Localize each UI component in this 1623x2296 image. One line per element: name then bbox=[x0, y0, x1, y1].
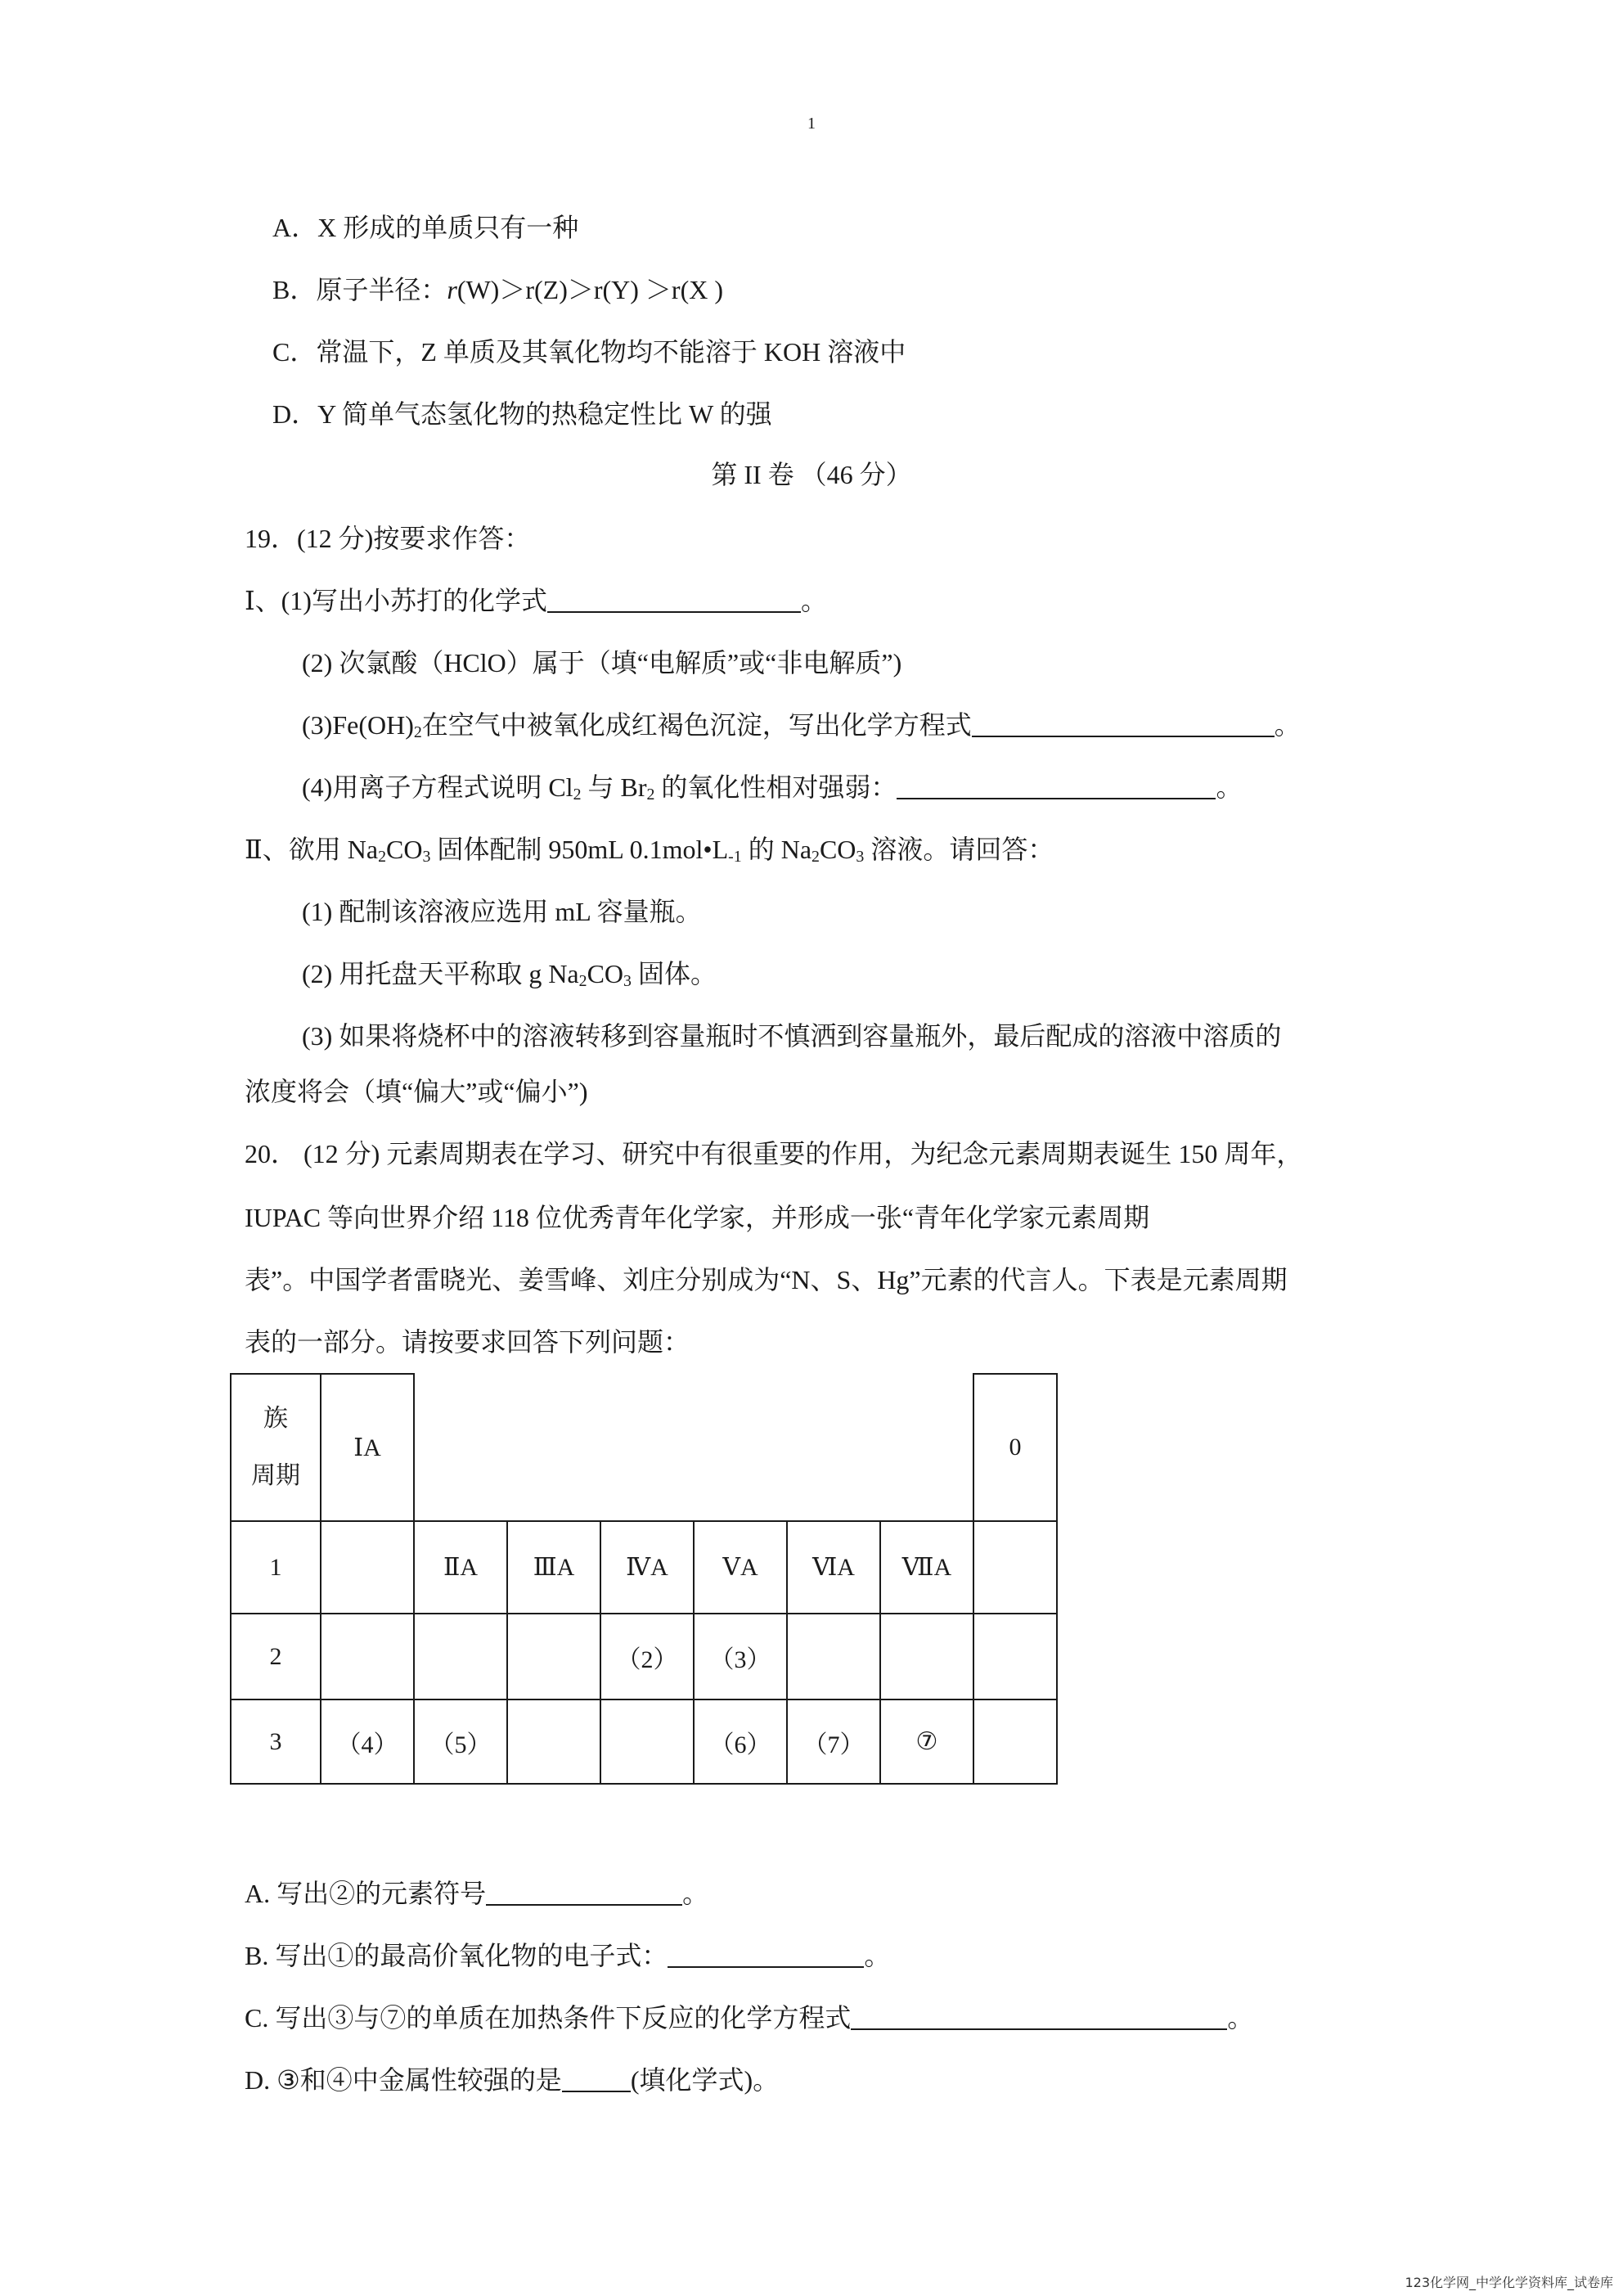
subscript: 3 bbox=[856, 847, 865, 866]
group-header: ⅣA bbox=[600, 1521, 694, 1614]
table-cell bbox=[600, 1699, 694, 1784]
group-header-0: 0 bbox=[973, 1374, 1057, 1521]
subscript: 2 bbox=[413, 723, 422, 741]
q19-p1-1-text: Ⅰ、(1)写出小苏打的化学式 bbox=[245, 586, 547, 615]
table-cell bbox=[880, 1614, 973, 1699]
table-cell: （4） bbox=[321, 1699, 414, 1784]
table-cell bbox=[507, 1699, 600, 1784]
table-cell bbox=[321, 1521, 414, 1614]
subscript: 2 bbox=[812, 847, 820, 866]
q20-d-end: (填化学式)。 bbox=[630, 2065, 780, 2095]
q19-part2 bbox=[245, 831, 1054, 875]
q19-p1-1-end: 。 bbox=[800, 586, 827, 615]
table-cell bbox=[973, 1614, 1057, 1699]
q19-p1-3-end: 。 bbox=[1274, 710, 1301, 740]
q19-p2-1: (1) 配制该溶液应选用 mL 容量瓶。 bbox=[302, 897, 702, 926]
group-header-1a: ⅠA bbox=[321, 1374, 414, 1521]
q20-a-end: 。 bbox=[682, 1879, 709, 1908]
group-header: ⅤA bbox=[694, 1521, 787, 1614]
group-header: ⅦA bbox=[880, 1521, 973, 1614]
table-cell bbox=[973, 1521, 1057, 1614]
table-cell bbox=[414, 1614, 507, 1699]
q19-p2-text: 固体配制 950mL 0.1mol•L bbox=[430, 835, 729, 864]
answer-blank[interactable] bbox=[562, 2066, 631, 2092]
q19-p1-4-end: 。 bbox=[1216, 772, 1243, 802]
option-d: D．Y 简单气态氢化物的热稳定性比 W 的强 bbox=[272, 399, 772, 429]
q19-p1-1 bbox=[245, 583, 827, 619]
answer-blank[interactable] bbox=[897, 773, 1216, 799]
period-label: 2 bbox=[231, 1614, 321, 1699]
subscript: 2 bbox=[578, 971, 587, 990]
subscript: 3 bbox=[422, 847, 431, 866]
q20-d bbox=[245, 2062, 779, 2098]
group-header: ⅡA bbox=[414, 1521, 507, 1614]
option-a: A．X 形成的单质只有一种 bbox=[272, 213, 579, 242]
q19-p1-3-text: (3)Fe(OH) bbox=[302, 710, 414, 740]
q19-p2-text: CO bbox=[386, 835, 423, 864]
table-cell bbox=[787, 1614, 880, 1699]
q19-p2-2 bbox=[302, 956, 717, 999]
subscript: -1 bbox=[728, 847, 742, 866]
q20-c-end: 。 bbox=[1227, 2003, 1254, 2033]
footer-watermark: 123化学网_中学化学资料库_试卷库 bbox=[1405, 2275, 1613, 2290]
q19-p1-2: (2) 次氯酸（HClO）属于（填“电解质”或“非电解质”) bbox=[302, 648, 902, 678]
group-header: ⅥA bbox=[787, 1521, 880, 1614]
table-cell: ⑦ bbox=[880, 1699, 973, 1784]
corner-period-label: 周期 bbox=[251, 1462, 300, 1489]
answer-blank[interactable] bbox=[972, 711, 1275, 737]
table-cell: （3） bbox=[694, 1614, 787, 1699]
q19-p1-3 bbox=[302, 707, 1301, 750]
q19-p1-3-text2: 在空气中被氧化成红褐色沉淀，写出化学方程式 bbox=[421, 710, 972, 740]
table-gap bbox=[414, 1374, 973, 1521]
subscript: 2 bbox=[378, 847, 386, 866]
q20-line1: 20． (12 分) 元素周期表在学习、研究中有很重要的作用，为纪念元素周期表诞生 150 周年， bbox=[245, 1139, 1303, 1168]
table-cell: （5） bbox=[414, 1699, 507, 1784]
q19-p2-3: (3) 如果将烧杯中的溶液转移到容量瓶时不慎洒到容量瓶外，最后配成的溶液中溶质的 bbox=[302, 1021, 1282, 1051]
periodic-table bbox=[230, 1373, 1058, 1785]
q20-c-text: C. 写出③与⑦的单质在加热条件下反应的化学方程式 bbox=[245, 2003, 852, 2033]
option-c: C．常温下，Z 单质及其氧化物均不能溶于 KOH 溶液中 bbox=[272, 337, 906, 367]
corner-group-label: 族 bbox=[263, 1405, 288, 1432]
q19-p1-4 bbox=[302, 769, 1242, 813]
answer-blank[interactable] bbox=[547, 587, 801, 613]
table-cell: （7） bbox=[787, 1699, 880, 1784]
q19-title: 19．(12 分)按要求作答： bbox=[245, 524, 531, 553]
q19-p2-text: CO bbox=[819, 835, 856, 864]
table-cell bbox=[973, 1699, 1057, 1784]
answer-blank[interactable] bbox=[486, 1880, 682, 1906]
option-b-r: r bbox=[447, 275, 457, 304]
q19-p1-4-text3: 的氧化性相对强弱： bbox=[654, 772, 897, 802]
page-number: 1 bbox=[807, 115, 816, 133]
q20-d-text: D. ③和④中金属性较强的是 bbox=[245, 2065, 562, 2095]
q19-p2-2-text: CO bbox=[587, 959, 624, 988]
q20-b bbox=[245, 1938, 890, 1974]
option-b bbox=[272, 272, 723, 308]
q20-line4: 表的一部分。请按要求回答下列问题： bbox=[245, 1327, 690, 1357]
period-label: 1 bbox=[231, 1521, 321, 1614]
q19-p2-2-text: 固体。 bbox=[631, 959, 717, 988]
option-b-prefix: B．原子半径： bbox=[272, 275, 447, 304]
q19-p2-3b: 浓度将会（填“偏大”或“偏小”) bbox=[245, 1077, 588, 1106]
q19-p2-text: 溶液。请回答： bbox=[864, 835, 1054, 864]
subscript: 2 bbox=[573, 785, 582, 804]
table-cell bbox=[321, 1614, 414, 1699]
q20-b-end: 。 bbox=[864, 1941, 891, 1970]
answer-blank[interactable] bbox=[851, 2004, 1227, 2030]
table-cell: （2） bbox=[600, 1614, 694, 1699]
subscript: 2 bbox=[646, 785, 655, 804]
q20-line3: 表”。中国学者雷晓光、姜雪峰、刘庄分别成为“N、S、Hg”元素的代言人。下表是元素周期 bbox=[245, 1265, 1288, 1294]
q20-b-text: B. 写出①的最高价氧化物的电子式： bbox=[245, 1941, 668, 1970]
table-cell: （6） bbox=[694, 1699, 787, 1784]
answer-blank[interactable] bbox=[668, 1942, 864, 1968]
q20-line2: IUPAC 等向世界介绍 118 位优秀青年化学家，并形成一张“青年化学家元素周期 bbox=[245, 1203, 1150, 1232]
q20-a-text: A. 写出②的元素符号 bbox=[245, 1879, 487, 1908]
option-b-expr: (W)＞r(Z)＞r(Y) ＞r(X ) bbox=[456, 275, 724, 304]
q20-a bbox=[245, 1875, 708, 1911]
q19-p2-text: Ⅱ、欲用 Na bbox=[245, 835, 379, 864]
table-cell bbox=[507, 1614, 600, 1699]
section-title: 第 II 卷 （46 分） bbox=[711, 460, 912, 489]
q19-p1-4-text: (4)用离子方程式说明 Cl bbox=[302, 772, 573, 802]
q19-p1-4-text2: 与 Br bbox=[581, 772, 647, 802]
q19-p2-2-text: (2) 用托盘天平称取 g Na bbox=[302, 959, 579, 988]
q19-p2-text: 的 Na bbox=[741, 835, 812, 864]
subscript: 3 bbox=[623, 971, 632, 990]
q20-c bbox=[245, 2000, 1253, 2036]
table-corner-cell bbox=[231, 1374, 321, 1521]
period-label: 3 bbox=[231, 1699, 321, 1784]
group-header: ⅢA bbox=[507, 1521, 600, 1614]
